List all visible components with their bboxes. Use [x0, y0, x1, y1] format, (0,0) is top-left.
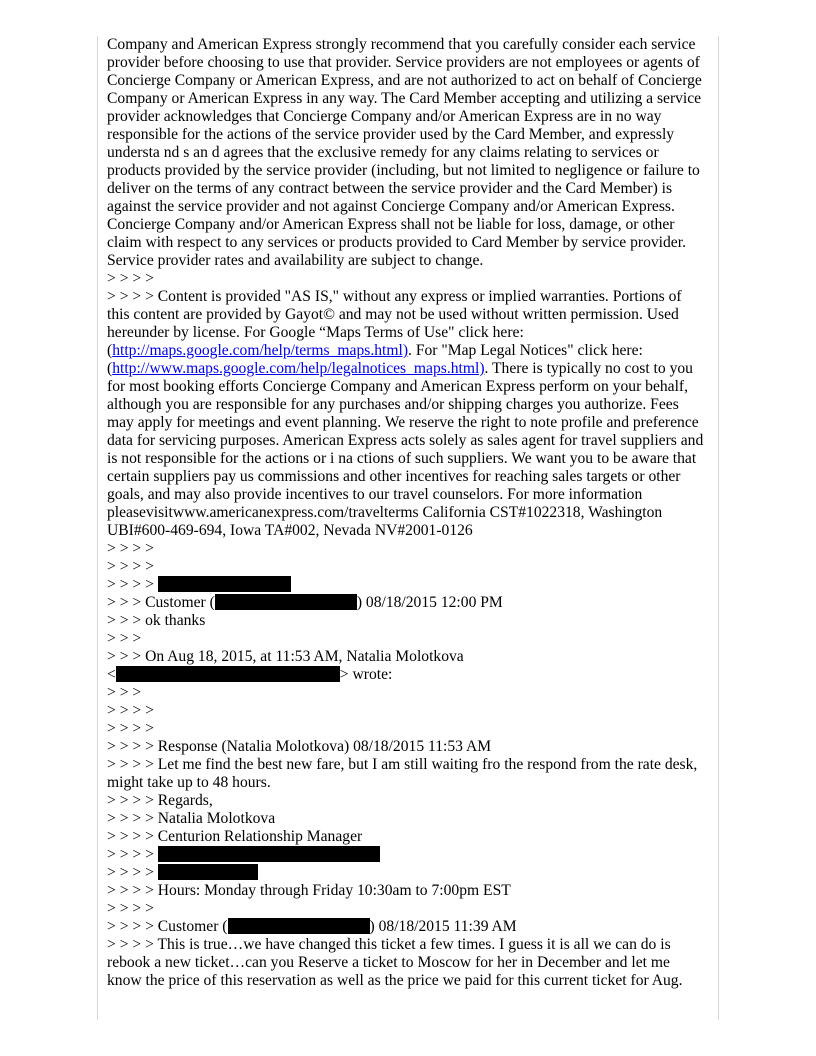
email-thread: [107, 36, 707, 990]
content-disclaimer-prefix: > > > > Content is provided "AS IS," without any express or implied warranties. Portions of this content are provided by Gayot© and may not be used without written permission. Used hereunder by license. For Google “Maps Terms of Use" click here: (: [107, 288, 682, 359]
redaction-bar: [158, 864, 258, 880]
response-body: > > > > Let me find the best new fare, but I am still waiting fro the respond from the rate desk, might take up to 48 hours.: [107, 756, 698, 791]
customer-header-suffix: ) 08/18/2015 11:39 AM: [369, 918, 517, 935]
hours-line: > > > > Hours: Monday through Friday 10:30am to 7:00pm EST: [107, 882, 511, 899]
customer-header-suffix: ) 08/18/2015 12:00 PM: [356, 594, 503, 611]
quote-line: > > > >: [107, 702, 154, 719]
quote-marker: > > > >: [107, 576, 154, 593]
quote-line: > > >: [107, 684, 142, 701]
customer-header-line: [107, 594, 707, 612]
page-border-left: [97, 36, 98, 1020]
page-border-right: [718, 36, 719, 1020]
disclaimer-paragraph: Company and American Express strongly recommend that you carefully consider each service provider before choosing to use that provider. Service providers are not employees or agents of Concierge Company or American Express, and are not authorized to act on behalf of Concierge Company or American Express in any way. The Card Member accepting and utilizing a service provider acknowledges that Concierge Company and/or American Express are in no way responsible for the actions of the service provider used by the Card Member, and expressly understa nd s an d agrees that the exclusive remedy for any claims relating to services or products provided by the service provider (including, but not limited to negligence or failure to deliver on the terms of any contract between the service provider and the Card Member) is against the service provider and not against Concierge Company and/or American Express. Concierge Company and/or American Express shall not be liable for loss, damage, or other claim with respect to any services or products provided to Card Member by service provider. Service provider rates and availability are subject to change.: [107, 36, 702, 269]
regards-line: > > > > Regards,: [107, 792, 213, 809]
customer-header-prefix: > > > Customer (: [107, 594, 215, 611]
redacted-line: [107, 576, 707, 594]
on-date-line: > > > On Aug 18, 2015, at 11:53 AM, Natalia Molotkova: [107, 648, 464, 665]
email-wrote: > wrote:: [339, 666, 393, 683]
email-open-bracket: <: [107, 666, 116, 683]
signature-title: > > > > Centurion Relationship Manager: [107, 828, 363, 845]
quote-marker: > > > >: [107, 846, 154, 863]
quote-marker: > > > >: [107, 864, 154, 881]
redacted-line: [107, 846, 707, 864]
quote-line: > > > >: [107, 720, 154, 737]
redaction-bar: [116, 666, 340, 682]
customer-header-line: [107, 918, 707, 936]
maps-terms-link[interactable]: http://maps.google.com/help/terms_maps.html): [112, 342, 409, 359]
redaction-bar: [158, 576, 291, 592]
quote-line: > > > >: [107, 900, 154, 917]
redaction-bar: [158, 846, 380, 862]
customer-header-prefix: > > > > Customer (: [107, 918, 228, 935]
response-header: > > > > Response (Natalia Molotkova) 08/18/2015 11:53 AM: [107, 738, 492, 755]
reply-line: > > > ok thanks: [107, 612, 206, 629]
quote-line: > > > >: [107, 540, 154, 557]
quote-line: > > > >: [107, 558, 154, 575]
customer-message: > > > > This is true…we have changed this ticket a few times. I guess it is all we can do is rebook a new ticket…can you Reserve a ticket to Moscow for her in December and let me know the price of this reservation as well as the price we paid for this current ticket for Aug.: [107, 936, 683, 989]
signature-name: > > > > Natalia Molotkova: [107, 810, 276, 827]
redacted-line: [107, 864, 707, 882]
redaction-bar: [215, 594, 357, 610]
email-address-line: [107, 666, 707, 684]
quote-line: > > >: [107, 630, 142, 647]
content-disclaimer-paragraph: [107, 288, 707, 540]
content-disclaimer-suffix: . There is typically no cost to you for most booking efforts Concierge Company and American Express perform on your behalf, although you are responsible for any purchases and/or shipping charges you authorize. Fees may apply for meetings and event planning. We reserve the right to note profile and preference data for servicing purposes. American Express acts solely as sales agent for travel suppliers and is not responsible for the actions or i na ctions of such suppliers. We want you to be aware that certain suppliers pay us commissions and other incentives for reaching sales targets or other goals, and may also provide incentives to our travel counselors. For more information pleasevisitwww.americanexpress.com/travelterms California CST#1022318, Washington UBI#600-469-694, Iowa TA#002, Nevada NV#2001-0126: [107, 360, 704, 539]
quote-line: > > > >: [107, 270, 154, 287]
content-disclaimer-middle: . For "Map Legal Notices" click here: (: [107, 342, 643, 377]
redaction-bar: [228, 918, 370, 934]
legal-notices-link[interactable]: http://www.maps.google.com/help/legalnotices_maps.html): [112, 360, 485, 377]
